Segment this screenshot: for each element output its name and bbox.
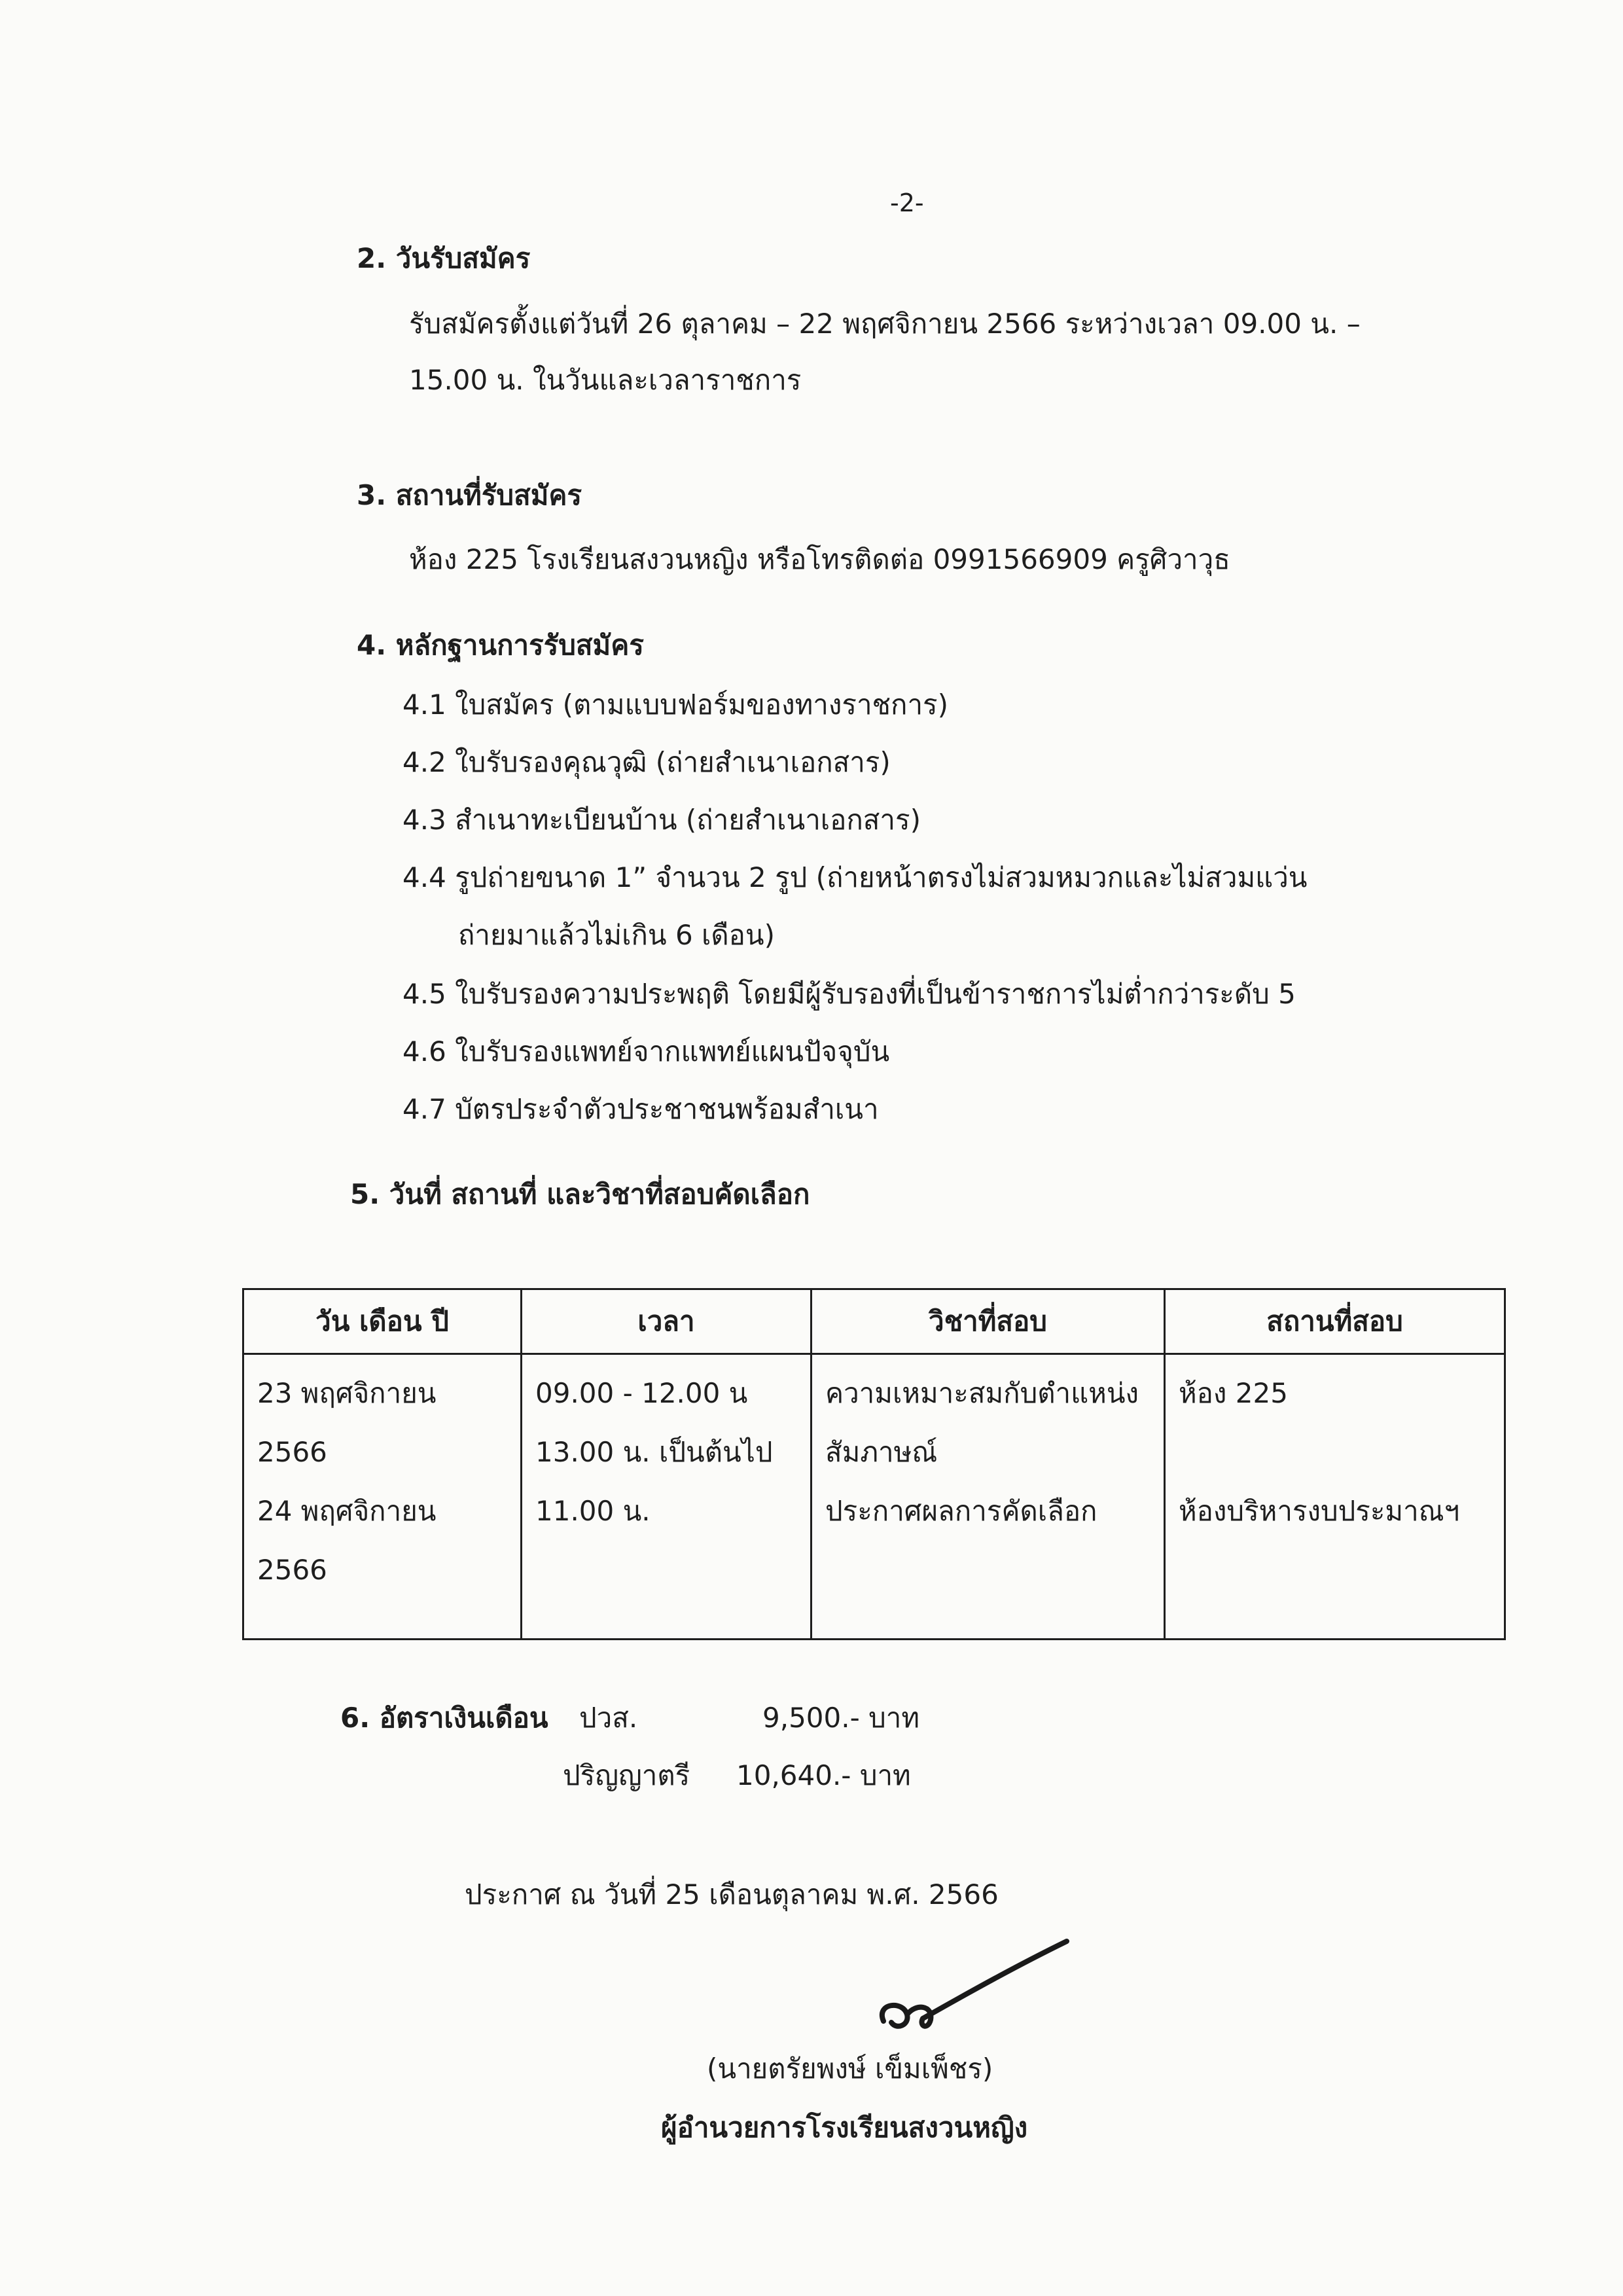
section-4-item: 4.7 บัตรประจำตัวประชาชนพร้อมสำเนา xyxy=(402,1093,879,1125)
table-header-place: สถานที่สอบ xyxy=(1165,1289,1505,1354)
section-4-heading: 4. หลักฐานการรับสมัคร xyxy=(357,629,644,661)
subject-line: สัมภาษณ์ xyxy=(825,1436,938,1468)
table-cell-date xyxy=(243,1354,522,1640)
signatory-name: (นายตรัยพงษ์ เข็มเพ็ชร) xyxy=(707,2053,993,2085)
signature-mark xyxy=(857,1937,1080,2042)
date-line: 2566 xyxy=(257,1554,327,1586)
section-3-line-1: ห้อง 225 โรงเรียนสงวนหญิง หรือโทรติดต่อ 0991566909 ครูศิวาวุธ xyxy=(409,543,1230,575)
date-line: 2566 xyxy=(257,1436,327,1468)
table-header-date: วัน เดือน ปี xyxy=(243,1289,522,1354)
table-header-time: เวลา xyxy=(522,1289,812,1354)
table-header-subject: วิชาที่สอบ xyxy=(812,1289,1165,1354)
subject-line: ความเหมาะสมกับตำแหน่ง xyxy=(825,1377,1139,1409)
salary-row-2-amount: 10,640.- บาท xyxy=(736,1759,911,1791)
salary-row-1-amount: 9,500.- บาท xyxy=(762,1702,920,1734)
time-line: 09.00 - 12.00 น xyxy=(535,1377,748,1409)
page-number: -2- xyxy=(890,188,924,217)
place-line: ห้องบริหารงบประมาณฯ xyxy=(1179,1495,1460,1527)
table-cell-place xyxy=(1165,1354,1505,1640)
signatory-position: ผู้อำนวยการโรงเรียนสงวนหญิง xyxy=(661,2111,1028,2144)
subject-line: ประกาศผลการคัดเลือก xyxy=(825,1495,1097,1527)
place-line: ห้อง 225 xyxy=(1179,1377,1288,1409)
table-cell-subject xyxy=(812,1354,1165,1640)
section-4-item: 4.2 ใบรับรองคุณวุฒิ (ถ่ายสำเนาเอกสาร) xyxy=(402,746,891,778)
date-line: 23 พฤศจิกายน xyxy=(257,1377,437,1409)
section-2-line-1: รับสมัครตั้งแต่วันที่ 26 ตุลาคม – 22 พฤศจิกายน 2566 ระหว่างเวลา 09.00 น. – xyxy=(409,308,1361,340)
salary-row-1-label: ปวส. xyxy=(579,1702,638,1734)
section-2-heading: 2. วันรับสมัคร xyxy=(357,242,531,274)
exam-schedule-table xyxy=(242,1288,1506,1640)
section-6-heading: 6. อัตราเงินเดือน xyxy=(340,1702,548,1734)
section-4-item: 4.4 รูปถ่ายขนาด 1” จำนวน 2 รูป (ถ่ายหน้าตรงไม่สวมหมวกและไม่สวมแว่น xyxy=(402,861,1308,893)
section-4-item: 4.1 ใบสมัคร (ตามแบบฟอร์มของทางราชการ) xyxy=(402,689,948,721)
section-4-item: 4.5 ใบรับรองความประพฤติ โดยมีผู้รับรองที่เป็นข้าราชการไม่ต่ำกว่าระดับ 5 xyxy=(402,978,1296,1010)
section-4-item: 4.6 ใบรับรองแพทย์จากแพทย์แผนปัจจุบัน xyxy=(402,1035,890,1067)
section-4-item: 4.3 สำเนาทะเบียนบ้าน (ถ่ายสำเนาเอกสาร) xyxy=(402,804,921,836)
date-line: 24 พฤศจิกายน xyxy=(257,1495,437,1527)
place-blank-line xyxy=(1179,1423,1499,1482)
section-4-item-continuation: ถ่ายมาแล้วไม่เกิน 6 เดือน) xyxy=(458,919,775,951)
announcement-date: ประกาศ ณ วันที่ 25 เดือนตุลาคม พ.ศ. 2566 xyxy=(465,1878,999,1910)
section-2-line-2: 15.00 น. ในวันและเวลาราชการ xyxy=(409,364,802,396)
table-header-row xyxy=(243,1289,1505,1354)
salary-row-2-label: ปริญญาตรี xyxy=(563,1759,690,1791)
time-line: 13.00 น. เป็นต้นไป xyxy=(535,1436,773,1468)
table-row xyxy=(243,1354,1505,1640)
time-line: 11.00 น. xyxy=(535,1495,651,1527)
table-cell-time xyxy=(522,1354,812,1640)
section-3-heading: 3. สถานที่รับสมัคร xyxy=(357,479,582,511)
section-5-heading: 5. วันที่ สถานที่ และวิชาที่สอบคัดเลือก xyxy=(350,1178,810,1210)
